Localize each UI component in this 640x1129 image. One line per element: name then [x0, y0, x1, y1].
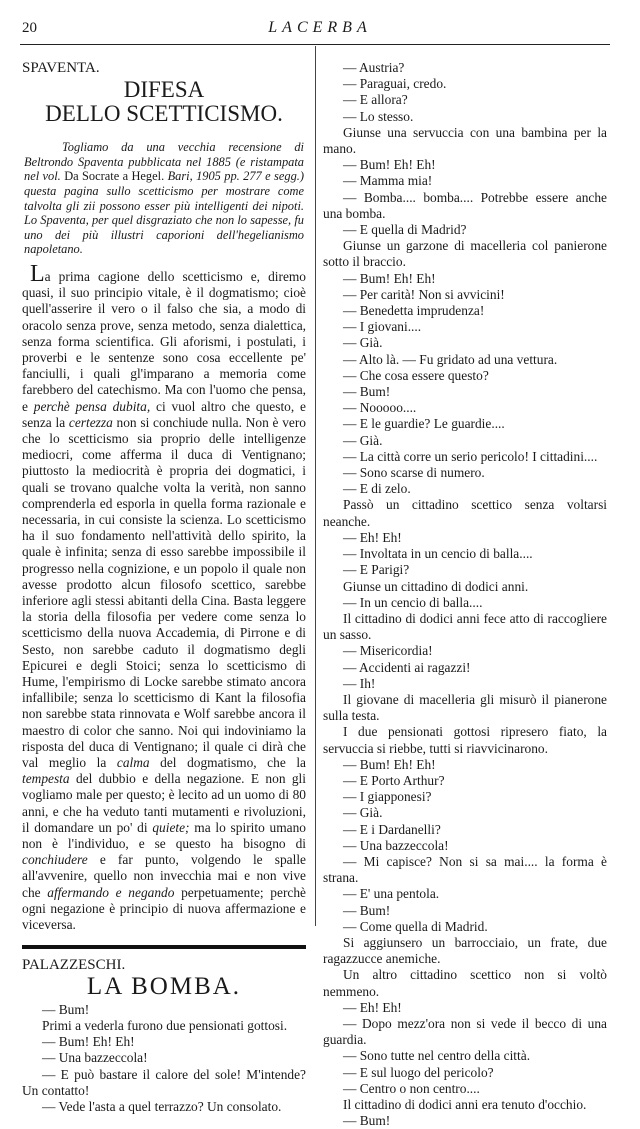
dialogue-line: — Nooooo.... [343, 400, 417, 416]
article-title: LA BOMBA. [86, 973, 242, 1001]
dialogue-line: — Mi capisce? Non si sa mai.... la forma è strana. [323, 853, 607, 886]
text-segment: conchiudere [22, 852, 88, 868]
dialogue-line: — Già. [343, 432, 383, 448]
article-author: PALAZZESCHI. [22, 957, 126, 974]
dialogue-line: — Sono scarse di numero. [343, 465, 485, 481]
dialogue-line: Primi a vederla furono due pensionati gottosi. [42, 1017, 288, 1033]
dialogue-line: — Bum! Eh! Eh! [343, 270, 436, 286]
dialogue-line: — Bum! Eh! Eh! [343, 756, 436, 772]
article-body [22, 1002, 306, 1115]
dialogue-line: — I giapponesi? [343, 789, 432, 805]
title-line: DIFESA [123, 77, 205, 103]
text-segment: Togliamo da una vecchia recensione di Beltrondo Spaventa pubblicata nel 1885 (e ristampata nel vol. [24, 140, 304, 184]
dialogue-line: — Vede l'asta a quel terrazzo? Un consolato. [42, 1098, 282, 1114]
dialogue-line: — Bum! Eh! Eh! [343, 157, 436, 173]
dialogue-line: Si aggiunsero un barrocciaio, un frate, due ragazzucce anemiche. [323, 934, 607, 967]
dialogue-line: — Alto là. — Fu gridato ad una vettura. [343, 351, 558, 367]
dialogue-line: Il giovane di macelleria gli misurò il pianerone sulla testa. [323, 691, 607, 724]
text-segment: perpetuamente; perchè ogni negazione è principio di nuova affermazione e viceversa. [22, 884, 306, 933]
dialogue-line: — Che cosa essere questo? [343, 367, 489, 383]
dialogue-line: — E di zelo. [343, 481, 411, 497]
dialogue-line: — Eh! Eh! [343, 999, 402, 1015]
dialogue-line: — Una bazzeccola! [343, 837, 449, 853]
dialogue-line: — Involtata in un cencio di balla.... [343, 546, 533, 562]
text-segment: del dogmatismo, che la [149, 755, 306, 771]
article-title [22, 78, 306, 126]
dialogue-line: — Bum! [343, 902, 391, 918]
dialogue-line: — Una bazzeccola! [42, 1050, 148, 1066]
dialogue-line: — Bum! Eh! Eh! [42, 1034, 135, 1050]
dialogue-line: — Eh! Eh! [343, 529, 402, 545]
dialogue-line: — Benedetta imprudenza! [343, 303, 485, 319]
dialogue-line: — Bum! [343, 384, 391, 400]
dialogue-line: — I giovani.... [343, 319, 422, 335]
title-line: DELLO SCETTICISMO. [45, 101, 283, 127]
dialogue-line: — Dopo mezz'ora non si vede il becco di una guardia. [323, 1015, 607, 1048]
dialogue-line: — Ih! [343, 675, 376, 691]
text-segment: calma [116, 755, 150, 771]
header-rule [20, 44, 610, 45]
text-segment: perchè pensa dubita, [33, 398, 151, 414]
dialogue-line: Giunse una servuccia con una bambina per la mano. [323, 124, 607, 157]
dialogue-line: — Per carità! Non si avvicini! [343, 286, 505, 302]
text-segment: ci vuol altro che questo, e senza la [22, 398, 306, 430]
dialogue-line: — Sono tutte nel centro della città. [343, 1048, 531, 1064]
text-segment: Da Socrate a Hegel. [64, 169, 165, 184]
text-segment: Bari, 1905 pp. 277 e segg.) questa pagina sullo scetticismo per mostrare come talvolta gli zii possono esser più intelligenti dei nipoti. Lo Spaventa, per quel disgraziato che non lo sapesse, fu uno dei più illustri caporioni dell'hegelianismo napoletano. [24, 169, 304, 257]
dialogue-line: Il cittadino di dodici anni era tenuto d'occhio. [343, 1097, 587, 1112]
masthead: LACERBA [268, 19, 372, 36]
dialogue-line: — Misericordia! [343, 643, 433, 659]
dialogue-line: — Bum! [42, 1001, 90, 1017]
dialogue-line: — Accidenti ai ragazzi! [343, 659, 471, 675]
dialogue-line: — E quella di Madrid? [343, 222, 467, 238]
text-segment: del dubbio e della negazione. E non gli vogliamo male per questo; è lecito ad un uomo di 80 anni, e che ha veduto tanti mutamenti e rivoluzioni, il domandare un po' di [22, 771, 306, 835]
article-body [22, 260, 306, 933]
dialogue-line: Un altro cittadino scettico non si voltò nemmeno. [323, 967, 607, 999]
page-number: 20 [22, 20, 37, 36]
dialogue-line: — E Parigi? [343, 562, 410, 578]
text-segment: a prima cagione dello scetticismo e, diremo quasi, il suo principio vitale, è il dogmatismo; cioè quell'asserire il vero o il falso che sia, a modo di oracolo senza prove, senza metodo, senza dialettica, senza forma scientifica. Gli aforismi, i postulati, i proverbi e le sentenze sono cosa eccellente pe' fanciulli, i quali gl'imparano a memoria come farebbero del catechismo. Ma con l'uomo che pensa, e [22, 268, 306, 414]
dialogue-line: — Mamma mia! [343, 173, 433, 189]
text-segment: tempesta [22, 771, 70, 787]
dialogue-line: — E può bastare il calore del sole! M'intende? Un contatto! [22, 1066, 306, 1098]
dialogue-line: — In un cencio di balla.... [343, 594, 483, 610]
dialogue-line: — E sul luogo del pericolo? [343, 1064, 494, 1080]
section-rule [22, 945, 306, 949]
article-author: SPAVENTA. [22, 60, 100, 76]
dialogue-line: — E allora? [343, 92, 408, 108]
dialogue-line: Giunse un cittadino di dodici anni. [343, 578, 529, 594]
text-segment: e far punto, volgendo le spalle all'avvenire, quello non invecchia mai e non vive che [22, 852, 306, 900]
dialogue-line: Passò un cittadino scettico senza voltarsi neanche. [323, 497, 607, 529]
dialogue-line: — E' una pentola. [343, 886, 440, 902]
dialogue-line: — Lo stesso. [343, 108, 414, 124]
dialogue-line: — E Porto Arthur? [343, 772, 445, 788]
dialogue-line: — Paraguai, credo. [343, 76, 447, 92]
dialogue-line: — Austria? [343, 60, 405, 75]
right-column [323, 60, 607, 1129]
dialogue-line: — Già. [343, 805, 383, 821]
text-segment: quiete; [152, 819, 190, 835]
dialogue-line: I due pensionati gottosi ripresero fiato, la servuccia si riebbe, tutti si riavvicinarono. [323, 724, 607, 756]
dialogue-line: — Già. [343, 335, 383, 351]
dialogue-line: — E le guardie? Le guardie.... [343, 416, 505, 432]
dialogue-line: — Centro o non centro.... [343, 1080, 480, 1096]
drop-initial: L [30, 260, 45, 287]
dialogue-line: Giunse un garzone di macelleria col panierone sotto il braccio. [323, 238, 607, 270]
dialogue-line: — Bum! [343, 1113, 391, 1129]
dialogue-line: Il cittadino di dodici anni fece atto di raccogliere un sasso. [323, 610, 607, 643]
dialogue-line: — Bomba.... bomba.... Potrebbe essere anche una bomba. [323, 189, 607, 221]
left-column [22, 56, 306, 1115]
article-intro [24, 140, 304, 257]
text-segment: affermando e negando [47, 884, 175, 900]
column-divider [315, 46, 316, 926]
dialogue-line: — E i Dardanelli? [343, 821, 441, 837]
text-segment: non si conchiude nulla. Non è vero che lo scetticismo sia proprio delle intelligenze mediocri, come afferma il duca di Ventignano; piuttosto la mediocrità è propria dei dogmatici, i quali se trovano qualche volta la verità, non sanno comprenderla ed esporla in quella forma razionale e necessaria, in cui consiste la scienza. Lo scetticismo ha il suo fondamento nell'attività dello spirito, la quale è infinita; senza di esso sarebbe impossibile il progresso nella cognizione, e un popolo il quale non avesse prodotto alcun filosofo scettico, sarebbe inferiore agli stessi abitanti della Cina. Basta leggere la storia della filosofia per vedere come senza lo scetticismo della nuova Accademia, di Pirrone e di Sesto, non sarebbe caduto il dogmatismo degli Epicurei e degli Stoici; senza lo scetticismo di Hume, l'empirismo di Locke sarebbe stimato ancora infallibile; senza lo scetticismo di Kant la filosofia non sarebbe stata rinnovata e Wolf sarebbe ancora il maestro di color che sanno. Noi qui indoviniamo la risposta del duca di Ventignano; il quale ci dirà che val meglio la [22, 414, 306, 771]
dialogue-line: — Come quella di Madrid. [343, 918, 488, 934]
dialogue-line: — La città corre un serio pericolo! I cittadini.... [343, 448, 598, 464]
text-segment: certezza [68, 414, 113, 430]
text-segment: ma lo spirito umano non è l'individuo, e se questo ha bisogno di [22, 819, 306, 852]
